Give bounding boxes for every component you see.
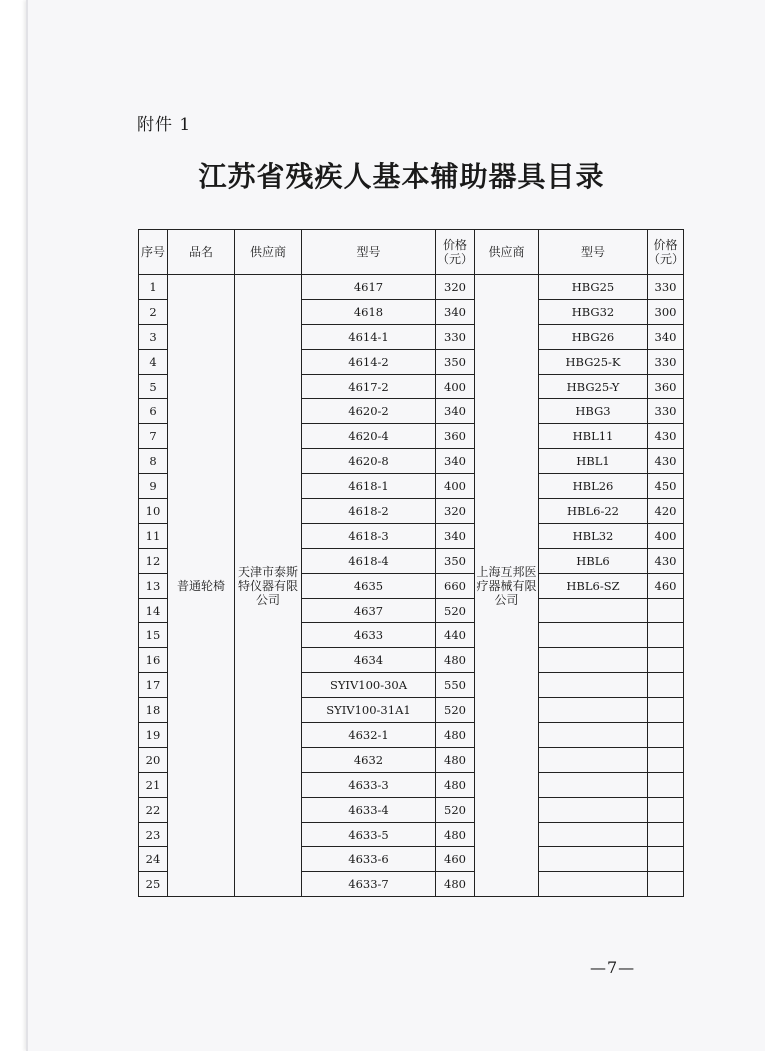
model-a-cell: 4632-1 bbox=[302, 723, 436, 748]
row-index-cell: 12 bbox=[139, 548, 168, 573]
price-a-cell: 480 bbox=[436, 648, 475, 673]
model-b-cell: HBG25-Y bbox=[539, 374, 648, 399]
model-b-cell bbox=[539, 847, 648, 872]
price-b-cell bbox=[648, 698, 684, 723]
table-row bbox=[139, 275, 684, 300]
model-b-cell: HBL11 bbox=[539, 424, 648, 449]
model-b-cell bbox=[539, 698, 648, 723]
header-model-a: 型号 bbox=[302, 230, 436, 275]
row-index-cell: 18 bbox=[139, 698, 168, 723]
price-a-cell: 550 bbox=[436, 673, 475, 698]
price-b-cell: 330 bbox=[648, 349, 684, 374]
model-a-cell: 4620-8 bbox=[302, 449, 436, 474]
price-b-cell bbox=[648, 822, 684, 847]
row-index-cell: 7 bbox=[139, 424, 168, 449]
row-index-cell: 16 bbox=[139, 648, 168, 673]
row-index-cell: 14 bbox=[139, 598, 168, 623]
price-a-cell: 320 bbox=[436, 275, 475, 300]
model-b-cell: HBG25 bbox=[539, 275, 648, 300]
model-a-cell: 4637 bbox=[302, 598, 436, 623]
model-b-cell: HBL6 bbox=[539, 548, 648, 573]
model-a-cell: 4633-6 bbox=[302, 847, 436, 872]
model-a-cell: 4620-4 bbox=[302, 424, 436, 449]
catalog-table bbox=[138, 229, 684, 897]
price-a-cell: 320 bbox=[436, 499, 475, 524]
price-b-cell bbox=[648, 598, 684, 623]
price-b-cell bbox=[648, 847, 684, 872]
model-a-cell: 4614-1 bbox=[302, 324, 436, 349]
price-b-cell: 340 bbox=[648, 324, 684, 349]
header-supplier-a: 供应商 bbox=[235, 230, 302, 275]
price-b-cell bbox=[648, 723, 684, 748]
price-b-cell: 430 bbox=[648, 548, 684, 573]
model-a-cell: 4618-4 bbox=[302, 548, 436, 573]
model-a-cell: 4617-2 bbox=[302, 374, 436, 399]
price-a-cell: 480 bbox=[436, 723, 475, 748]
row-index-cell: 4 bbox=[139, 349, 168, 374]
model-b-cell bbox=[539, 747, 648, 772]
row-index-cell: 13 bbox=[139, 573, 168, 598]
supplier-a-cell: 天津市泰斯特仪器有限公司 bbox=[235, 275, 302, 897]
price-b-cell: 460 bbox=[648, 573, 684, 598]
header-price-a: 价格（元） bbox=[436, 230, 475, 275]
model-a-cell: 4635 bbox=[302, 573, 436, 598]
header-product: 品名 bbox=[168, 230, 235, 275]
model-b-cell: HBG26 bbox=[539, 324, 648, 349]
price-b-cell bbox=[648, 772, 684, 797]
price-a-cell: 340 bbox=[436, 399, 475, 424]
model-a-cell: 4614-2 bbox=[302, 349, 436, 374]
model-b-cell: HBG3 bbox=[539, 399, 648, 424]
price-a-cell: 360 bbox=[436, 424, 475, 449]
price-a-cell: 400 bbox=[436, 374, 475, 399]
price-b-cell bbox=[648, 673, 684, 698]
model-b-cell bbox=[539, 822, 648, 847]
price-a-cell: 350 bbox=[436, 349, 475, 374]
price-b-cell: 400 bbox=[648, 523, 684, 548]
price-b-cell bbox=[648, 623, 684, 648]
model-a-cell: 4633-5 bbox=[302, 822, 436, 847]
row-index-cell: 25 bbox=[139, 872, 168, 897]
price-b-cell bbox=[648, 797, 684, 822]
row-index-cell: 24 bbox=[139, 847, 168, 872]
row-index-cell: 23 bbox=[139, 822, 168, 847]
price-a-cell: 340 bbox=[436, 523, 475, 548]
price-a-cell: 460 bbox=[436, 847, 475, 872]
model-b-cell bbox=[539, 673, 648, 698]
price-a-cell: 520 bbox=[436, 598, 475, 623]
header-index: 序号 bbox=[139, 230, 168, 275]
price-a-cell: 440 bbox=[436, 623, 475, 648]
model-a-cell: 4633-7 bbox=[302, 872, 436, 897]
model-b-cell bbox=[539, 723, 648, 748]
supplier-b-cell: 上海互邦医疗器械有限公司 bbox=[475, 275, 539, 897]
price-b-cell: 430 bbox=[648, 449, 684, 474]
row-index-cell: 6 bbox=[139, 399, 168, 424]
model-a-cell: 4618-1 bbox=[302, 474, 436, 499]
model-b-cell: HBL6-22 bbox=[539, 499, 648, 524]
header-model-b: 型号 bbox=[539, 230, 648, 275]
row-index-cell: 3 bbox=[139, 324, 168, 349]
row-index-cell: 19 bbox=[139, 723, 168, 748]
attachment-label: 附件 1 bbox=[137, 115, 192, 135]
page-number: —7— bbox=[590, 958, 636, 977]
price-a-cell: 340 bbox=[436, 449, 475, 474]
price-b-cell: 420 bbox=[648, 499, 684, 524]
model-a-cell: 4633 bbox=[302, 623, 436, 648]
price-a-cell: 660 bbox=[436, 573, 475, 598]
model-b-cell: HBG25-K bbox=[539, 349, 648, 374]
row-index-cell: 1 bbox=[139, 275, 168, 300]
row-index-cell: 15 bbox=[139, 623, 168, 648]
model-a-cell: 4618 bbox=[302, 299, 436, 324]
model-b-cell bbox=[539, 872, 648, 897]
price-b-cell: 300 bbox=[648, 299, 684, 324]
price-b-cell bbox=[648, 747, 684, 772]
model-a-cell: 4617 bbox=[302, 275, 436, 300]
document-title: 江苏省残疾人基本辅助器具目录 bbox=[198, 160, 605, 193]
price-a-cell: 330 bbox=[436, 324, 475, 349]
row-index-cell: 2 bbox=[139, 299, 168, 324]
price-b-cell: 430 bbox=[648, 424, 684, 449]
price-b-cell: 330 bbox=[648, 399, 684, 424]
model-b-cell bbox=[539, 772, 648, 797]
price-a-cell: 400 bbox=[436, 474, 475, 499]
model-b-cell: HBL6-SZ bbox=[539, 573, 648, 598]
price-a-cell: 480 bbox=[436, 772, 475, 797]
price-a-cell: 520 bbox=[436, 698, 475, 723]
price-a-cell: 480 bbox=[436, 747, 475, 772]
price-a-cell: 350 bbox=[436, 548, 475, 573]
price-b-cell: 330 bbox=[648, 275, 684, 300]
table-header-row bbox=[139, 230, 684, 275]
price-a-cell: 480 bbox=[436, 872, 475, 897]
header-supplier-b: 供应商 bbox=[475, 230, 539, 275]
catalog-table-body bbox=[139, 275, 684, 897]
price-a-cell: 520 bbox=[436, 797, 475, 822]
model-b-cell bbox=[539, 797, 648, 822]
model-a-cell: 4618-2 bbox=[302, 499, 436, 524]
price-b-cell: 450 bbox=[648, 474, 684, 499]
model-a-cell: 4634 bbox=[302, 648, 436, 673]
model-a-cell: SYIV100-31A1 bbox=[302, 698, 436, 723]
model-b-cell bbox=[539, 598, 648, 623]
model-a-cell: SYIV100-30A bbox=[302, 673, 436, 698]
model-b-cell bbox=[539, 648, 648, 673]
row-index-cell: 20 bbox=[139, 747, 168, 772]
price-a-cell: 340 bbox=[436, 299, 475, 324]
model-a-cell: 4633-4 bbox=[302, 797, 436, 822]
model-b-cell: HBL32 bbox=[539, 523, 648, 548]
model-b-cell: HBG32 bbox=[539, 299, 648, 324]
model-a-cell: 4632 bbox=[302, 747, 436, 772]
row-index-cell: 22 bbox=[139, 797, 168, 822]
row-index-cell: 17 bbox=[139, 673, 168, 698]
model-a-cell: 4633-3 bbox=[302, 772, 436, 797]
row-index-cell: 8 bbox=[139, 449, 168, 474]
price-b-cell: 360 bbox=[648, 374, 684, 399]
product-name-cell: 普通轮椅 bbox=[168, 275, 235, 897]
header-price-b: 价格（元） bbox=[648, 230, 684, 275]
row-index-cell: 10 bbox=[139, 499, 168, 524]
row-index-cell: 11 bbox=[139, 523, 168, 548]
price-b-cell bbox=[648, 872, 684, 897]
model-a-cell: 4618-3 bbox=[302, 523, 436, 548]
row-index-cell: 21 bbox=[139, 772, 168, 797]
model-a-cell: 4620-2 bbox=[302, 399, 436, 424]
price-b-cell bbox=[648, 648, 684, 673]
model-b-cell: HBL26 bbox=[539, 474, 648, 499]
price-a-cell: 480 bbox=[436, 822, 475, 847]
row-index-cell: 9 bbox=[139, 474, 168, 499]
model-b-cell bbox=[539, 623, 648, 648]
row-index-cell: 5 bbox=[139, 374, 168, 399]
model-b-cell: HBL1 bbox=[539, 449, 648, 474]
